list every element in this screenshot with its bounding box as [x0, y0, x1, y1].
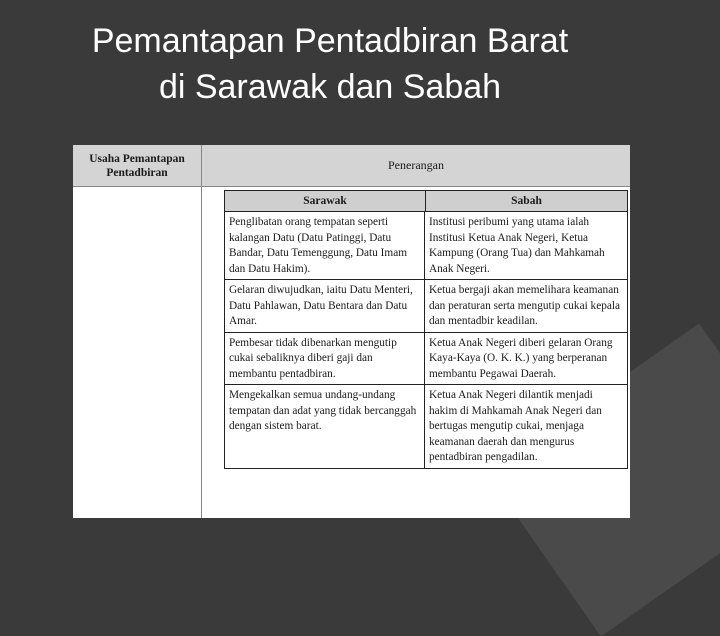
table-cell-sabah: Institusi peribumi yang utama ialah Institusi Ketua Anak Negeri, Ketua Kampung (Orang Tua) dan Mahkamah Anak Negeri.	[429, 216, 605, 275]
table-cell-sarawak: Gelaran diwujudkan, iaitu Datu Menteri, Datu Pahlawan, Datu Bentara dan Datu Amar.	[225, 280, 425, 332]
table-cell-sabah: Ketua Anak Negeri diberi gelaran Orang Kaya-Kaya (O. K. K.) yang berperanan membantu Pegawai Daerah.	[429, 336, 613, 380]
table-row	[225, 333, 627, 386]
column-header-sabah: Sabah	[511, 195, 542, 207]
scanned-table-image	[73, 145, 630, 518]
table-cell-sarawak: Mengekalkan semua undang-undang tempatan dan adat yang tidak bercanggah dengan sistem barat.	[225, 385, 425, 468]
table-cell-sarawak: Pembesar tidak dibenarkan mengutip cukai sebaliknya diberi gaji dan membantu pentadbiran.	[225, 333, 425, 385]
header-left-cell	[73, 145, 202, 186]
table-row	[225, 212, 627, 280]
inner-table-header	[225, 191, 627, 212]
table-cell-sabah: Ketua bergaji akan memelihara keamanan dan peraturan serta mengutip cukai kepala dan mentadbir keadilan.	[429, 284, 621, 327]
header-left-line1: Usaha Pemantapan	[89, 152, 185, 165]
slide-title-line1: Pemantapan Pentadbiran Barat	[91, 22, 569, 60]
header-left-line2: Pentadbiran	[106, 166, 168, 179]
table-row	[225, 280, 627, 333]
inner-table	[224, 190, 628, 469]
column-header-sarawak: Sarawak	[225, 191, 426, 211]
table-cell-sarawak: Penglibatan orang tempatan seperti kalangan Datu (Datu Patinggi, Datu Bandar, Datu Temenggung, Datu Imam dan Datu Hakim).	[225, 212, 425, 279]
header-right-cell: Penerangan	[388, 158, 444, 172]
table-cell-sabah: Ketua Anak Negeri dilantik menjadi hakim di Mahkamah Anak Negeri dan bertugas mengutip cukai, menjaga keamanan daerah dan mengurus pentadbiran pengadilan.	[429, 389, 602, 463]
table-header	[73, 145, 630, 187]
slide-title	[0, 18, 660, 110]
table-row	[225, 385, 627, 468]
left-column-empty	[73, 187, 202, 518]
slide-title-line2: di Sarawak dan Sabah	[158, 68, 502, 106]
